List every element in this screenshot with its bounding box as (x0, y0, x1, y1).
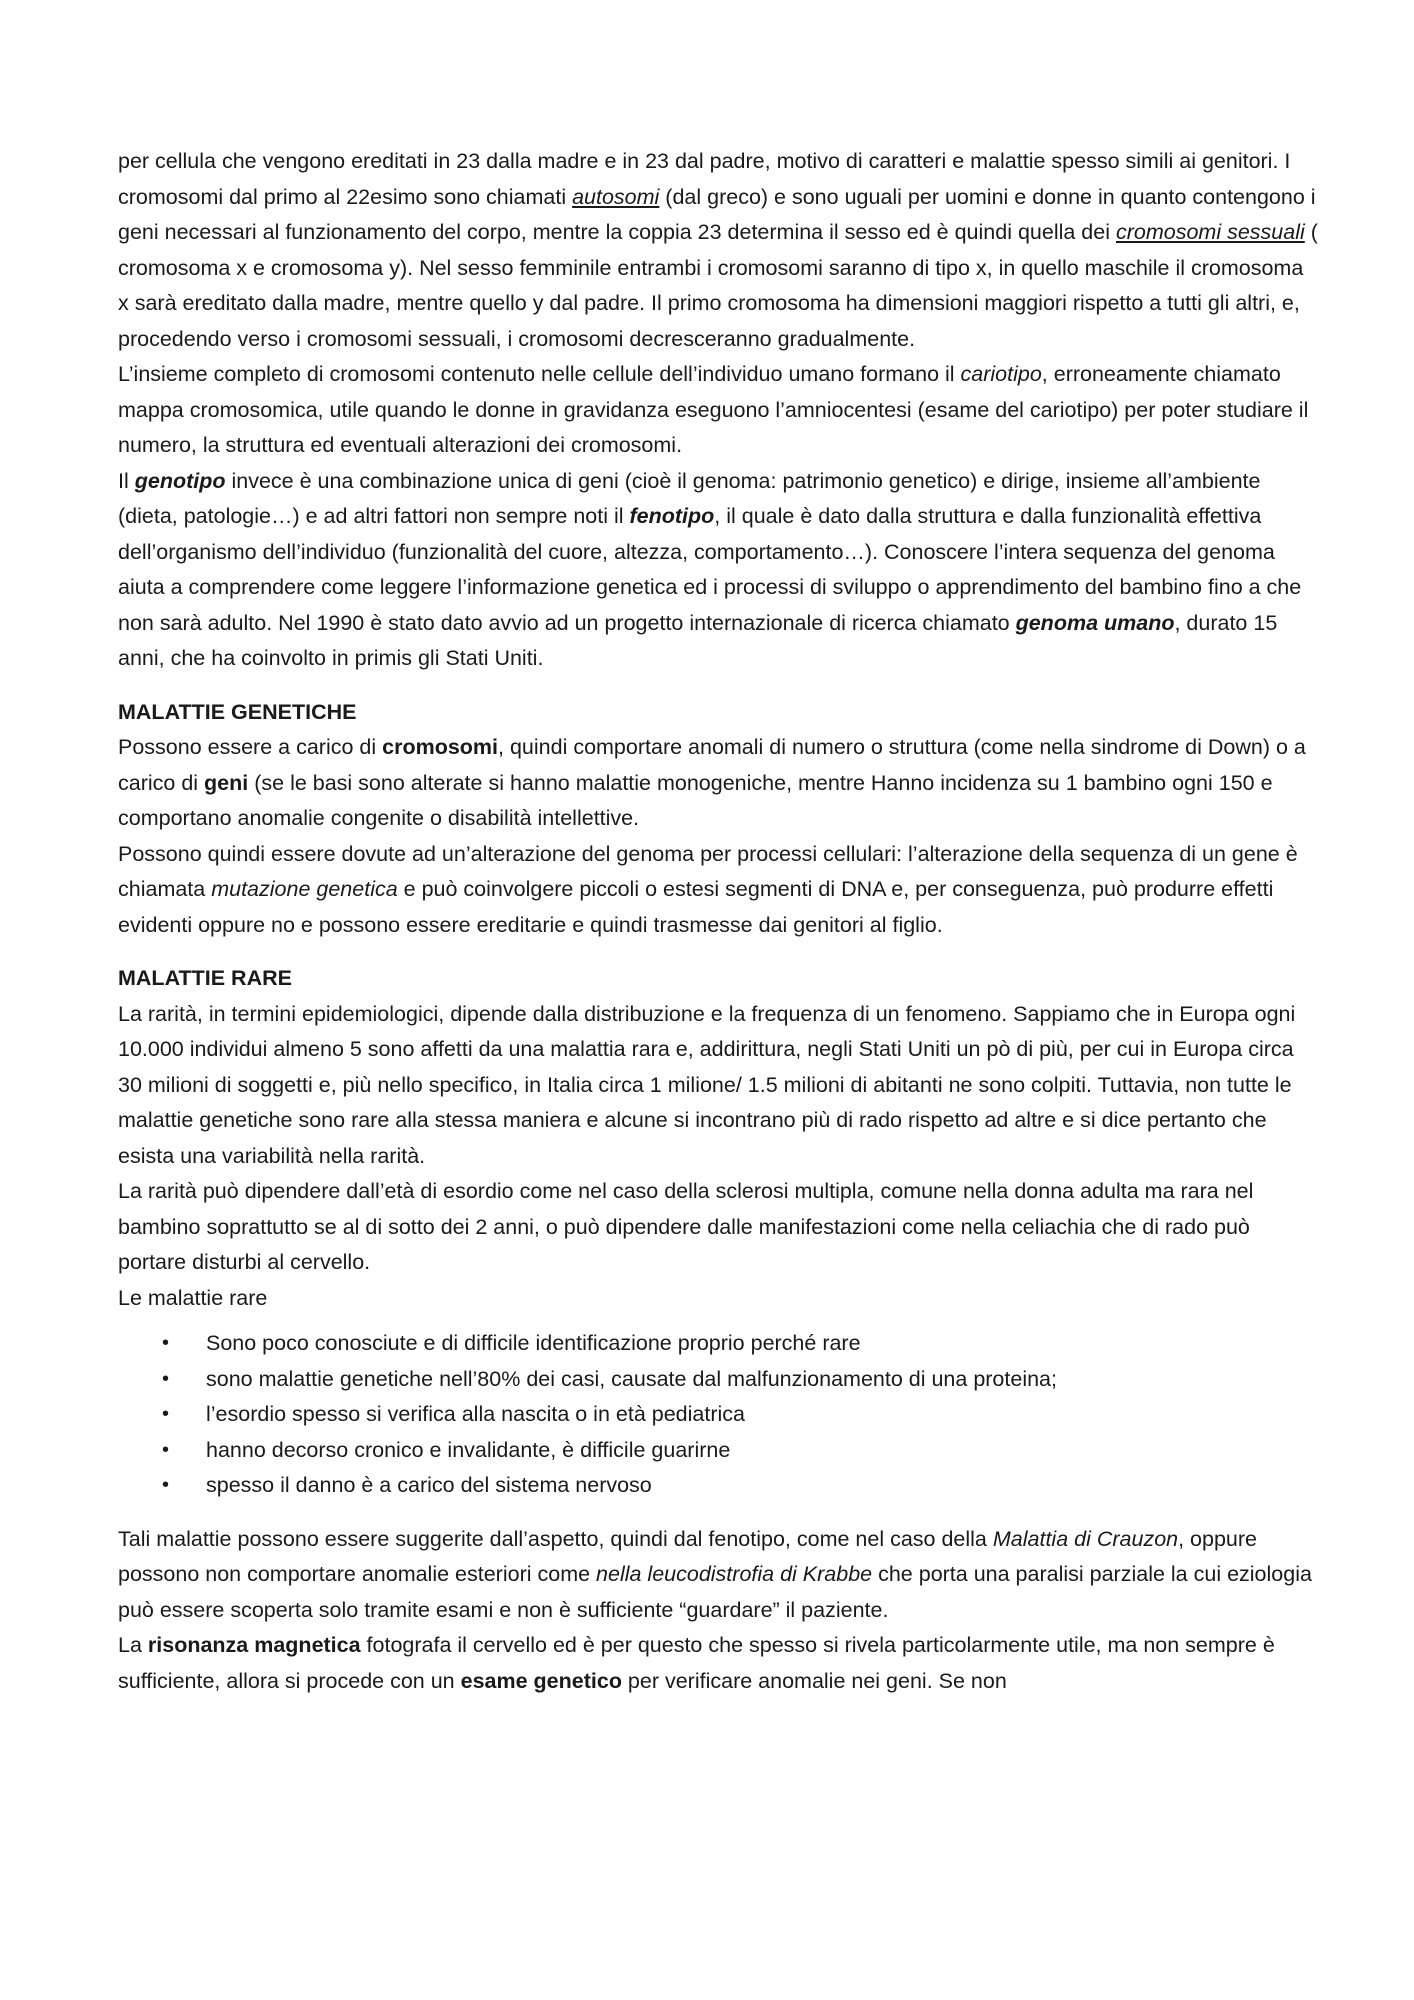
heading-malattie-genetiche: MALATTIE GENETICHE (118, 699, 357, 724)
bullet-icon: • (162, 1332, 170, 1354)
term-genoma-umano: genoma umano (1015, 610, 1175, 635)
bullet-icon: • (162, 1403, 170, 1425)
term-geni: geni (204, 770, 249, 795)
bullet-icon: • (162, 1438, 170, 1461)
term-cariotipo: cariotipo (960, 362, 1042, 386)
heading-malattie-rare: MALATTIE RARE (118, 966, 292, 990)
list-item: • l’esordio spesso si verifica alla nascita o in età pediatrica (162, 1397, 1318, 1433)
document-page (118, 144, 1318, 1699)
rare-paragraph-5: La risonanza magnetica fotografa il cervello ed è per questo che spesso si rivela particolarmente utile, ma non sempre è sufficiente, allora si procede con un esame genetico per verificare anomalie nei geni. Se non (118, 1633, 1275, 1693)
term-cromosomi: cromosomi (382, 735, 499, 759)
bullet-icon: • (162, 1474, 170, 1496)
term-esame-genetico: esame genetico (460, 1668, 622, 1693)
rare-paragraph-4: Tali malattie possono essere suggerite dall’aspetto, quindi dal fenotipo, come nel caso della Malattia di Crauzon, oppure possono non comportare anomalie esteriori come nella leucodistrofia di Krabbe che porta una paralisi parziale la cui eziologia può essere scoperta solo tramite esami e non è sufficiente “guardare” il paziente. (118, 1526, 1312, 1622)
rare-bullet-list (118, 1326, 1318, 1504)
term-fenotipo: fenotipo (629, 504, 715, 528)
list-item: • hanno decorso cronico e invalidante, è difficile guarirne (162, 1433, 1318, 1469)
rare-paragraph-2: La rarità può dipendere dall’età di esordio come nel caso della sclerosi multipla, comune nella donna adulta ma rara nel bambino soprattutto se al di sotto dei 2 anni, o può dipendere dalle manifestazioni come nella celiachia che di rado può portare disturbi al cervello. (118, 1179, 1254, 1274)
bullet-icon: • (162, 1367, 170, 1390)
term-risonanza-magnetica: risonanza magnetica (147, 1633, 361, 1657)
term-leucodistrofia-krabbe: nella leucodistrofia di Krabbe (596, 1562, 873, 1586)
list-item: • spesso il danno è a carico del sistema nervoso (162, 1468, 1318, 1504)
genetiche-paragraph-1: Possono essere a carico di cromosomi, quindi comportare anomali di numero o struttura (come nella sindrome di Down) o a carico di geni (se le basi sono alterate si hanno malattie monogeniche, mentre Hanno incidenza su 1 bambino ogni 150 e comportano anomalie congenite o disabilità intellettive. (118, 735, 1306, 830)
genotipo-paragraph: Il genotipo invece è una combinazione unica di geni (cioè il genoma: patrimonio genetico) e dirige, insieme all’ambiente (dieta, patologie…) e ad altri fattori non sempre noti il fenotipo, il quale è dato dalla struttura e dalla funzionalità effettiva dell’organismo dell’individuo (funzionalità del cuore, altezza, comportamento…). Conoscere l’intera sequenza del genoma aiuta a comprendere come leggere l’informazione genetica ed i processi di sviluppo o apprendimento del bambino fino a che non sarà adulto. Nel 1990 è stato dato avvio ad un progetto internazionale di ricerca chiamato genoma umano, durato 15 anni, che ha coinvolto in primis gli Stati Uniti. (118, 468, 1302, 670)
list-item: • Sono poco conosciute e di difficile identificazione proprio perché rare (162, 1326, 1318, 1362)
intro-paragraph: per cellula che vengono ereditati in 23 dalla madre e in 23 dal padre, motivo di caratteri e malattie spesso simili ai genitori. I cromosomi dal primo al 22esimo sono chiamati autosomi (dal greco) e sono uguali per uomini e donne in quanto contengono i geni necessari al funzionamento del corpo, mentre la coppia 23 determina il sesso ed è quindi quella dei cromosomi sessuali ( cromosoma x e cromosoma y). Nel sesso femminile entrambi i cromosomi saranno di tipo x, in quello maschile il cromosoma x sarà ereditato dalla madre, mentre quello y dal padre. Il primo cromosoma ha dimensioni maggiori rispetto a tutti gli altri, e, procedendo verso i cromosomi sessuali, i cromosomi decresceranno gradualmente. (118, 149, 1318, 351)
rare-paragraph-3: Le malattie rare (118, 1285, 268, 1310)
term-mutazione-genetica: mutazione genetica (211, 877, 398, 901)
list-item: • sono malattie genetiche nell’80% dei casi, causate dal malfunzionamento di una proteina; (162, 1362, 1318, 1398)
term-malattia-di-crauzon: Malattia di Crauzon (992, 1526, 1179, 1551)
rare-paragraph-1: La rarità, in termini epidemiologici, dipende dalla distribuzione e la frequenza di un fenomeno. Sappiamo che in Europa ogni 10.000 individui almeno 5 sono affetti da una malattia rara e, addirittura, negli Stati Uniti un pò di più, per cui in Europa circa 30 milioni di soggetti e, più nello specifico, in Italia circa 1 milione/ 1.5 milioni di abitanti ne sono colpiti. Tuttavia, non tutte le malattie genetiche sono rare alla stessa maniera e alcune si incontrano più di rado rispetto ad altre e si dice pertanto che esista una variabilità nella rarità. (118, 1001, 1296, 1168)
term-autosomi: autosomi (572, 184, 660, 209)
term-genotipo: genotipo (134, 468, 226, 493)
cariotipo-paragraph: L’insieme completo di cromosomi contenuto nelle cellule dell’individuo umano formano il cariotipo, erroneamente chiamato mappa cromosomica, utile quando le donne in gravidanza eseguono l’amniocentesi (esame del cariotipo) per poter studiare il numero, la struttura ed eventuali alterazioni dei cromosomi. (118, 362, 1309, 457)
genetiche-paragraph-2: Possono quindi essere dovute ad un’alterazione del genoma per processi cellulari: l’alterazione della sequenza di un gene è chiamata mutazione genetica e può coinvolgere piccoli o estesi segmenti di DNA e, per conseguenza, può produrre effetti evidenti oppure no e possono essere ereditarie e quindi trasmesse dai genitori al figlio. (118, 841, 1298, 937)
term-cromosomi-sessuali: cromosomi sessuali (1115, 220, 1305, 244)
